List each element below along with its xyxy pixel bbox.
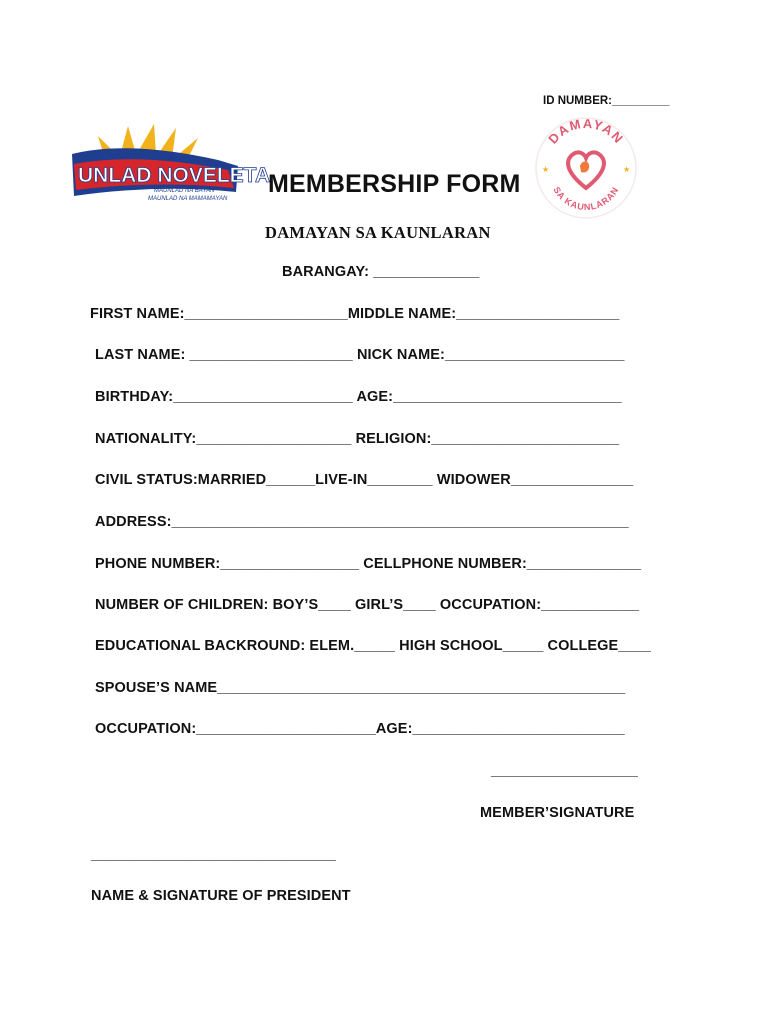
unlad-noveleta-logo: [68, 118, 271, 210]
nationality-religion-row[interactable]: NATIONALITY:___________________ RELIGION:_______________________: [95, 431, 620, 447]
spouse-occupation-age-row[interactable]: OCCUPATION:______________________AGE:__________________________: [95, 721, 625, 737]
president-signature-line[interactable]: ______________________________: [91, 847, 336, 863]
barangay-field[interactable]: BARANGAY: _____________: [282, 264, 480, 280]
president-signature-label: NAME & SIGNATURE OF PRESIDENT: [91, 888, 351, 904]
civil-status-row[interactable]: CIVIL STATUS:MARRIED______LIVE-IN________ WIDOWER_______________: [95, 472, 634, 488]
logo-left-name: UNLAD NOVELETA: [78, 164, 271, 187]
address-row[interactable]: ADDRESS:________________________________________________________: [95, 514, 629, 530]
logo-right-bottom-text: SA KAUNLARAN: [551, 185, 621, 213]
organization-subtitle: DAMAYAN SA KAUNLARAN: [265, 223, 491, 242]
member-signature-line[interactable]: __________________: [491, 763, 638, 779]
damayan-logo: [534, 108, 638, 226]
phone-row[interactable]: PHONE NUMBER:_________________ CELLPHONE NUMBER:______________: [95, 556, 642, 572]
logo-right-top-text: DAMAYAN: [545, 115, 627, 147]
birthday-age-row[interactable]: BIRTHDAY:______________________ AGE:____________________________: [95, 389, 622, 405]
name-row[interactable]: FIRST NAME:____________________MIDDLE NAME:____________________: [90, 306, 620, 322]
id-number-field[interactable]: ID NUMBER:_________: [543, 95, 670, 107]
logo-left-tagline-1: MAUNLAD NA BAYAN: [154, 188, 215, 194]
star-icon: ★: [623, 165, 631, 174]
page-title: MEMBERSHIP FORM: [268, 170, 521, 198]
last-nick-name-row[interactable]: LAST NAME: ____________________ NICK NAME:______________________: [95, 347, 625, 363]
spouse-name-row[interactable]: SPOUSE’S NAME__________________________________________________: [95, 680, 626, 696]
children-occupation-row[interactable]: NUMBER OF CHILDREN: BOY’S____ GIRL’S____ OCCUPATION:____________: [95, 597, 640, 613]
education-row[interactable]: EDUCATIONAL BACKROUND: ELEM._____ HIGH SCHOOL_____ COLLEGE____: [95, 638, 651, 654]
star-icon: ★: [542, 165, 550, 174]
logo-left-tagline-2: MAUNLAD NA MAMAMAYAN: [148, 196, 228, 202]
member-signature-label: MEMBER’SIGNATURE: [480, 805, 635, 821]
